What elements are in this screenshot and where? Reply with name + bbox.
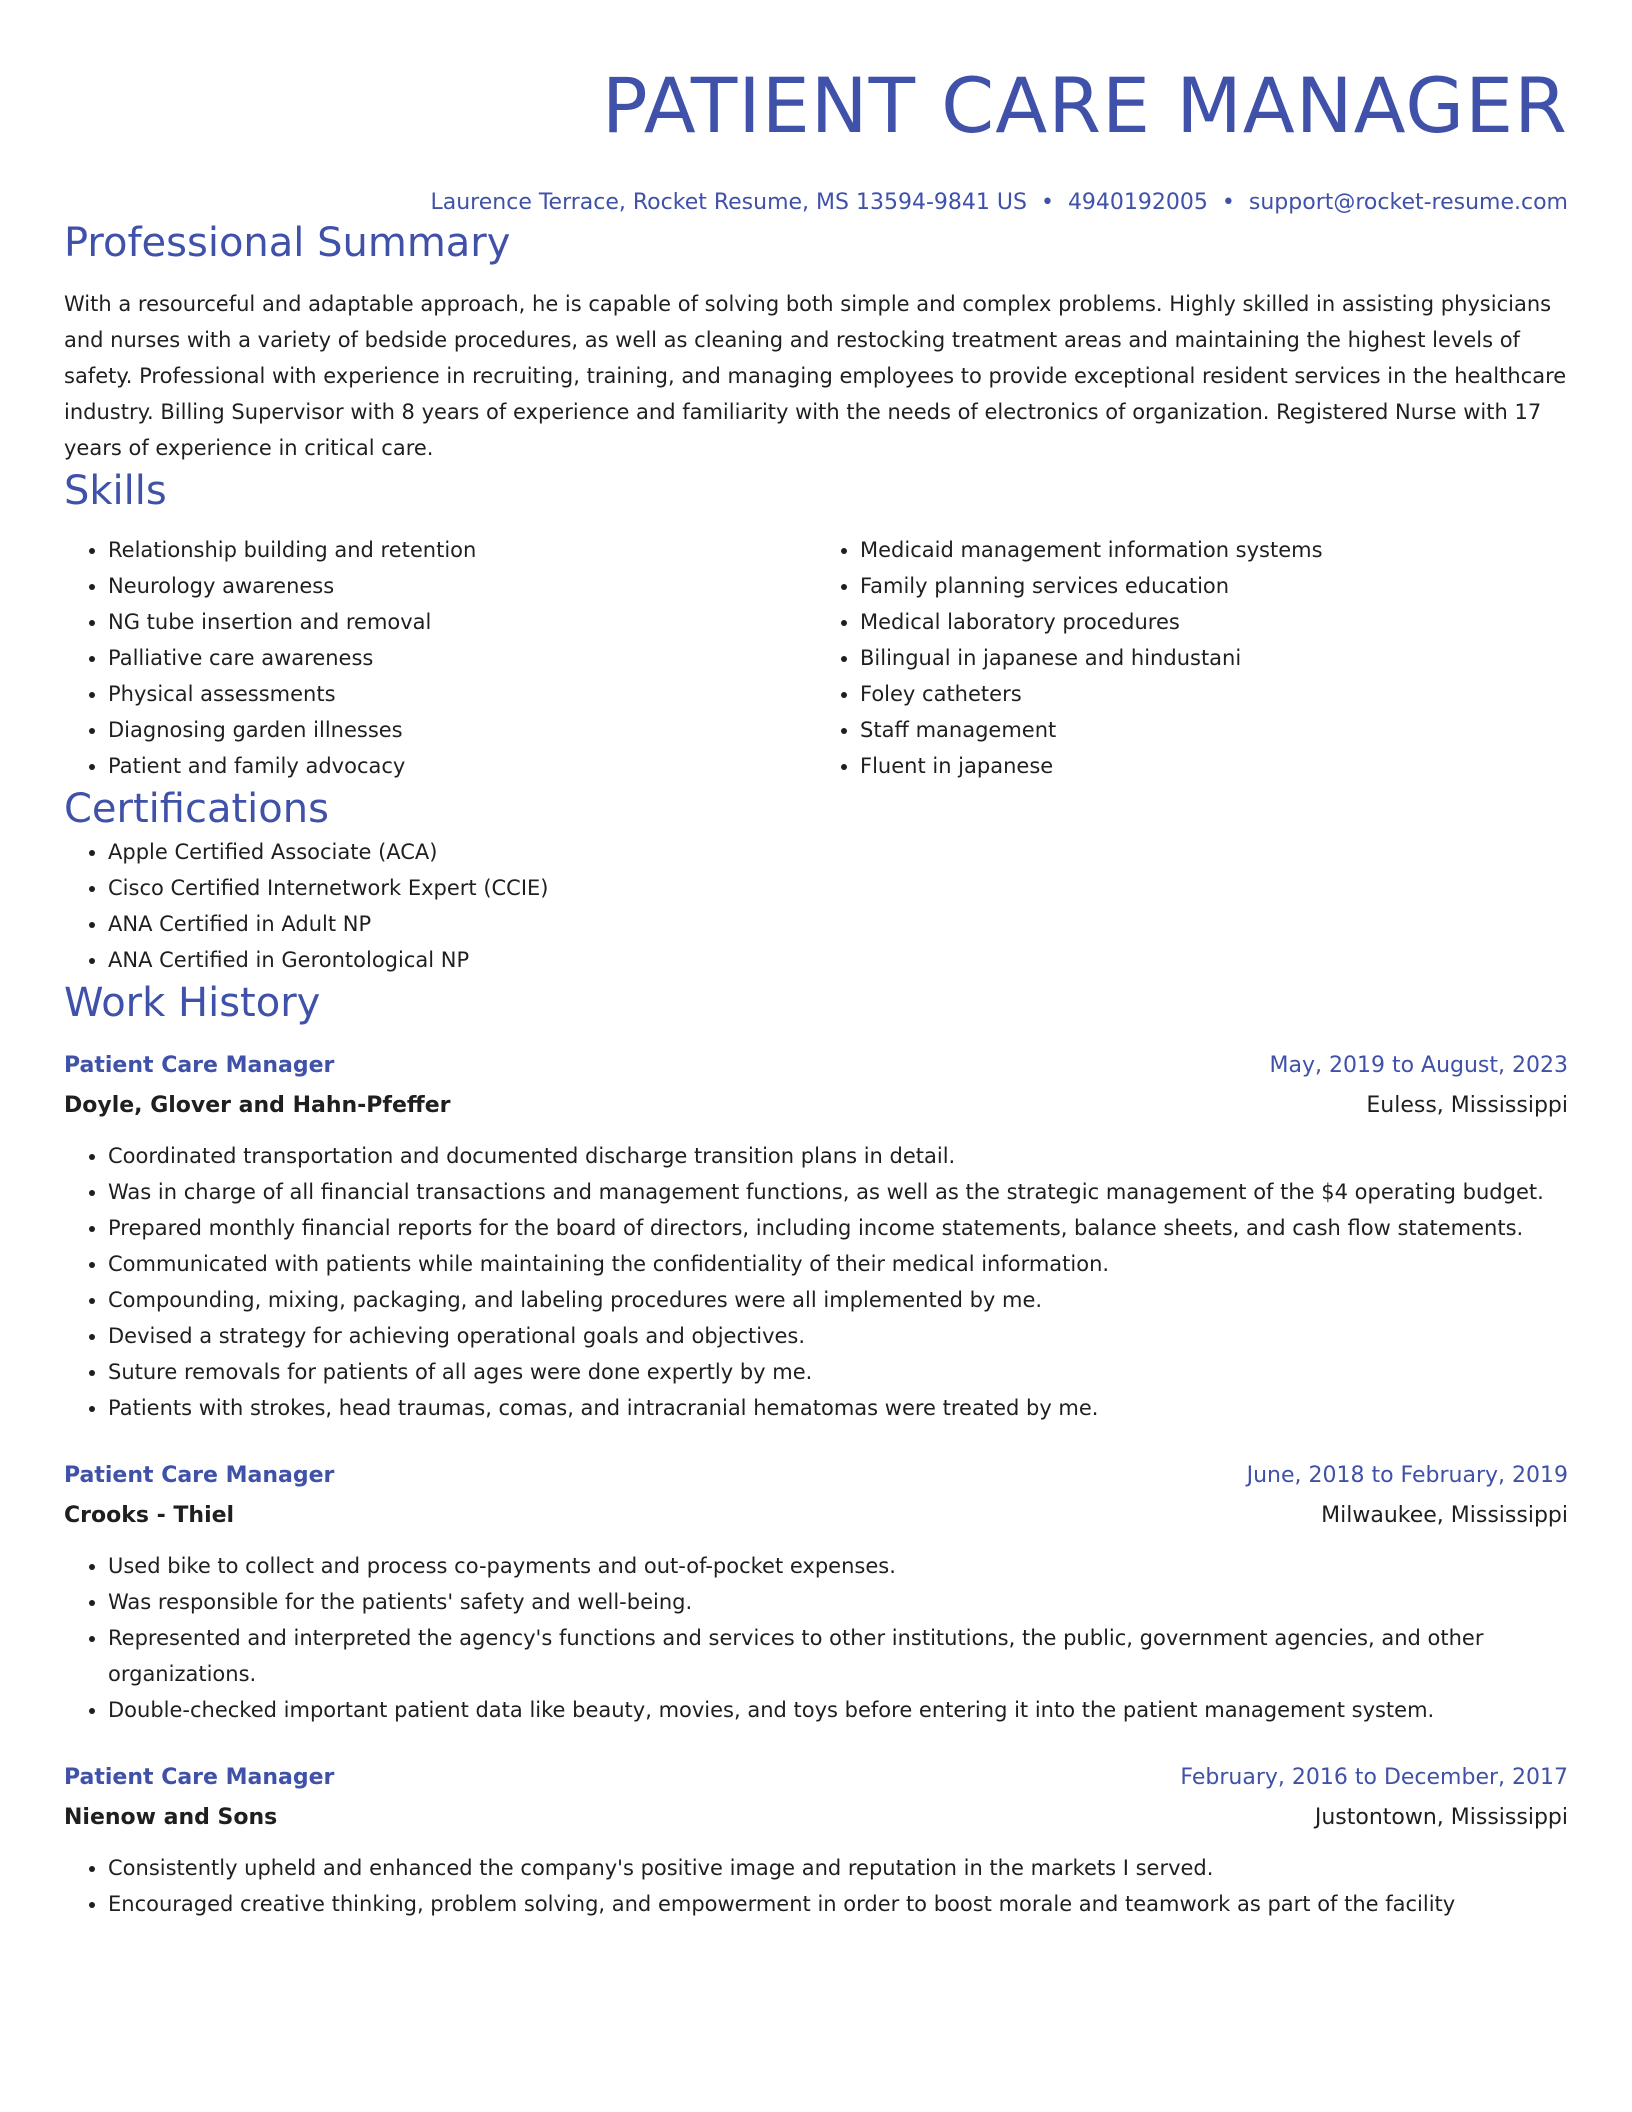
certification-item: • ANA Certified in Gerontological NP	[108, 942, 1568, 978]
contact-separator: •	[1040, 190, 1054, 215]
job-entry	[64, 1758, 1568, 1922]
job-company: Doyle, Glover and Hahn-Pfeffer	[64, 1093, 451, 1118]
job-header-row	[64, 1758, 1568, 1798]
job-company-row	[64, 1086, 1568, 1126]
job-bullet: • Encouraged creative thinking, problem solving, and empowerment in order to boost morale and teamwork as part of the facility	[108, 1886, 1568, 1922]
job-bullet: • Devised a strategy for achieving operational goals and objectives.	[108, 1318, 1568, 1354]
certification-item: • ANA Certified in Adult NP	[108, 906, 1568, 942]
job-bullet: • Double-checked important patient data like beauty, movies, and toys before entering it into the patient management system.	[108, 1692, 1568, 1728]
job-bullet: • Prepared monthly financial reports for the board of directors, including income statements, balance sheets, and cash flow statements.	[108, 1210, 1568, 1246]
work-history-heading: Work History	[64, 980, 321, 1026]
certifications-heading: Certifications	[64, 786, 329, 832]
summary-text: With a resourceful and adaptable approach, he is capable of solving both simple and complex problems. Highly skilled in assisting physicians and nurses with a variety of bedside procedures, as well as cleaning and restocking treatment areas and maintaining the highest levels of safety. Professional with experience in recruiting, training, and managing employees to provide exceptional resident services in the healthcare industry. Billing Supervisor with 8 years of experience and familiarity with the needs of electronics of organization. Registered Nurse with 17 years of experience in critical care.	[64, 292, 1567, 460]
certifications-list	[64, 834, 1568, 978]
contact-phone: 4940192005	[1067, 190, 1208, 215]
job-header-row	[64, 1046, 1568, 1086]
job-dates: June, 2018 to February, 2019	[1246, 1463, 1568, 1488]
skills-heading: Skills	[64, 468, 167, 514]
job-location: Euless, Mississippi	[1366, 1093, 1568, 1118]
job-bullet: • Was responsible for the patients' safety and well-being.	[108, 1584, 1568, 1620]
job-bullet: • Suture removals for patients of all ages were done expertly by me.	[108, 1354, 1568, 1390]
skill-item: • Bilingual in japanese and hindustani	[860, 640, 1568, 676]
job-bullet: • Compounding, mixing, packaging, and labeling procedures were all implemented by me.	[108, 1282, 1568, 1318]
skills-columns	[64, 532, 1568, 784]
certification-item: • Cisco Certified Internetwork Expert (CCIE)	[108, 870, 1568, 906]
job-company-row	[64, 1496, 1568, 1536]
job-dates: May, 2019 to August, 2023	[1269, 1053, 1568, 1078]
skill-item: • Physical assessments	[108, 676, 816, 712]
job-bullet: • Patients with strokes, head traumas, comas, and intracranial hematomas were treated by me.	[108, 1390, 1568, 1426]
skill-item: • Palliative care awareness	[108, 640, 816, 676]
skill-item: • Neurology awareness	[108, 568, 816, 604]
job-bullet: • Communicated with patients while maintaining the confidentiality of their medical information.	[108, 1246, 1568, 1282]
job-title: Patient Care Manager	[64, 1053, 335, 1078]
job-bullets	[64, 1548, 1568, 1728]
job-location: Milwaukee, Mississippi	[1321, 1503, 1568, 1528]
skill-item: • Staff management	[860, 712, 1568, 748]
job-bullets	[64, 1850, 1568, 1922]
skills-list-right	[816, 532, 1568, 784]
job-bullet: • Was in charge of all financial transactions and management functions, as well as the strategic management of the $4 operating budget.	[108, 1174, 1568, 1210]
job-dates: February, 2016 to December, 2017	[1180, 1765, 1568, 1790]
resume-page	[64, 0, 1568, 1922]
job-header-row	[64, 1456, 1568, 1496]
job-title: Patient Care Manager	[64, 1463, 335, 1488]
skills-list-left	[64, 532, 816, 784]
skill-item: • Family planning services education	[860, 568, 1568, 604]
skill-item: • NG tube insertion and removal	[108, 604, 816, 640]
contact-address: Laurence Terrace, Rocket Resume, MS 13594-9841 US	[430, 190, 1027, 215]
job-entry	[64, 1046, 1568, 1426]
job-company: Crooks - Thiel	[64, 1503, 235, 1528]
skill-item: • Foley catheters	[860, 676, 1568, 712]
job-bullet: • Represented and interpreted the agency's functions and services to other institutions, the public, government agencies, and other organizations.	[108, 1620, 1568, 1692]
certification-item: • Apple Certified Associate (ACA)	[108, 834, 1568, 870]
job-company: Nienow and Sons	[64, 1805, 278, 1830]
contact-line	[64, 188, 1568, 218]
job-bullet: • Coordinated transportation and documented discharge transition plans in detail.	[108, 1138, 1568, 1174]
resume-title: PATIENT CARE MANAGER	[601, 61, 1568, 150]
skill-item: • Medicaid management information systems	[860, 532, 1568, 568]
contact-separator: •	[1221, 190, 1235, 215]
job-entry	[64, 1456, 1568, 1728]
job-title: Patient Care Manager	[64, 1765, 335, 1790]
skill-item: • Diagnosing garden illnesses	[108, 712, 816, 748]
summary-heading: Professional Summary	[64, 220, 511, 266]
skill-item: • Medical laboratory procedures	[860, 604, 1568, 640]
job-bullet: • Used bike to collect and process co-payments and out-of-pocket expenses.	[108, 1548, 1568, 1584]
skill-item: • Fluent in japanese	[860, 748, 1568, 784]
job-bullet: • Consistently upheld and enhanced the company's positive image and reputation in the markets I served.	[108, 1850, 1568, 1886]
job-bullets	[64, 1138, 1568, 1426]
skill-item: • Relationship building and retention	[108, 532, 816, 568]
contact-email[interactable]: support@rocket-resume.com	[1248, 190, 1568, 215]
job-company-row	[64, 1798, 1568, 1838]
job-location: Justontown, Mississippi	[1314, 1805, 1568, 1830]
skill-item: • Patient and family advocacy	[108, 748, 816, 784]
